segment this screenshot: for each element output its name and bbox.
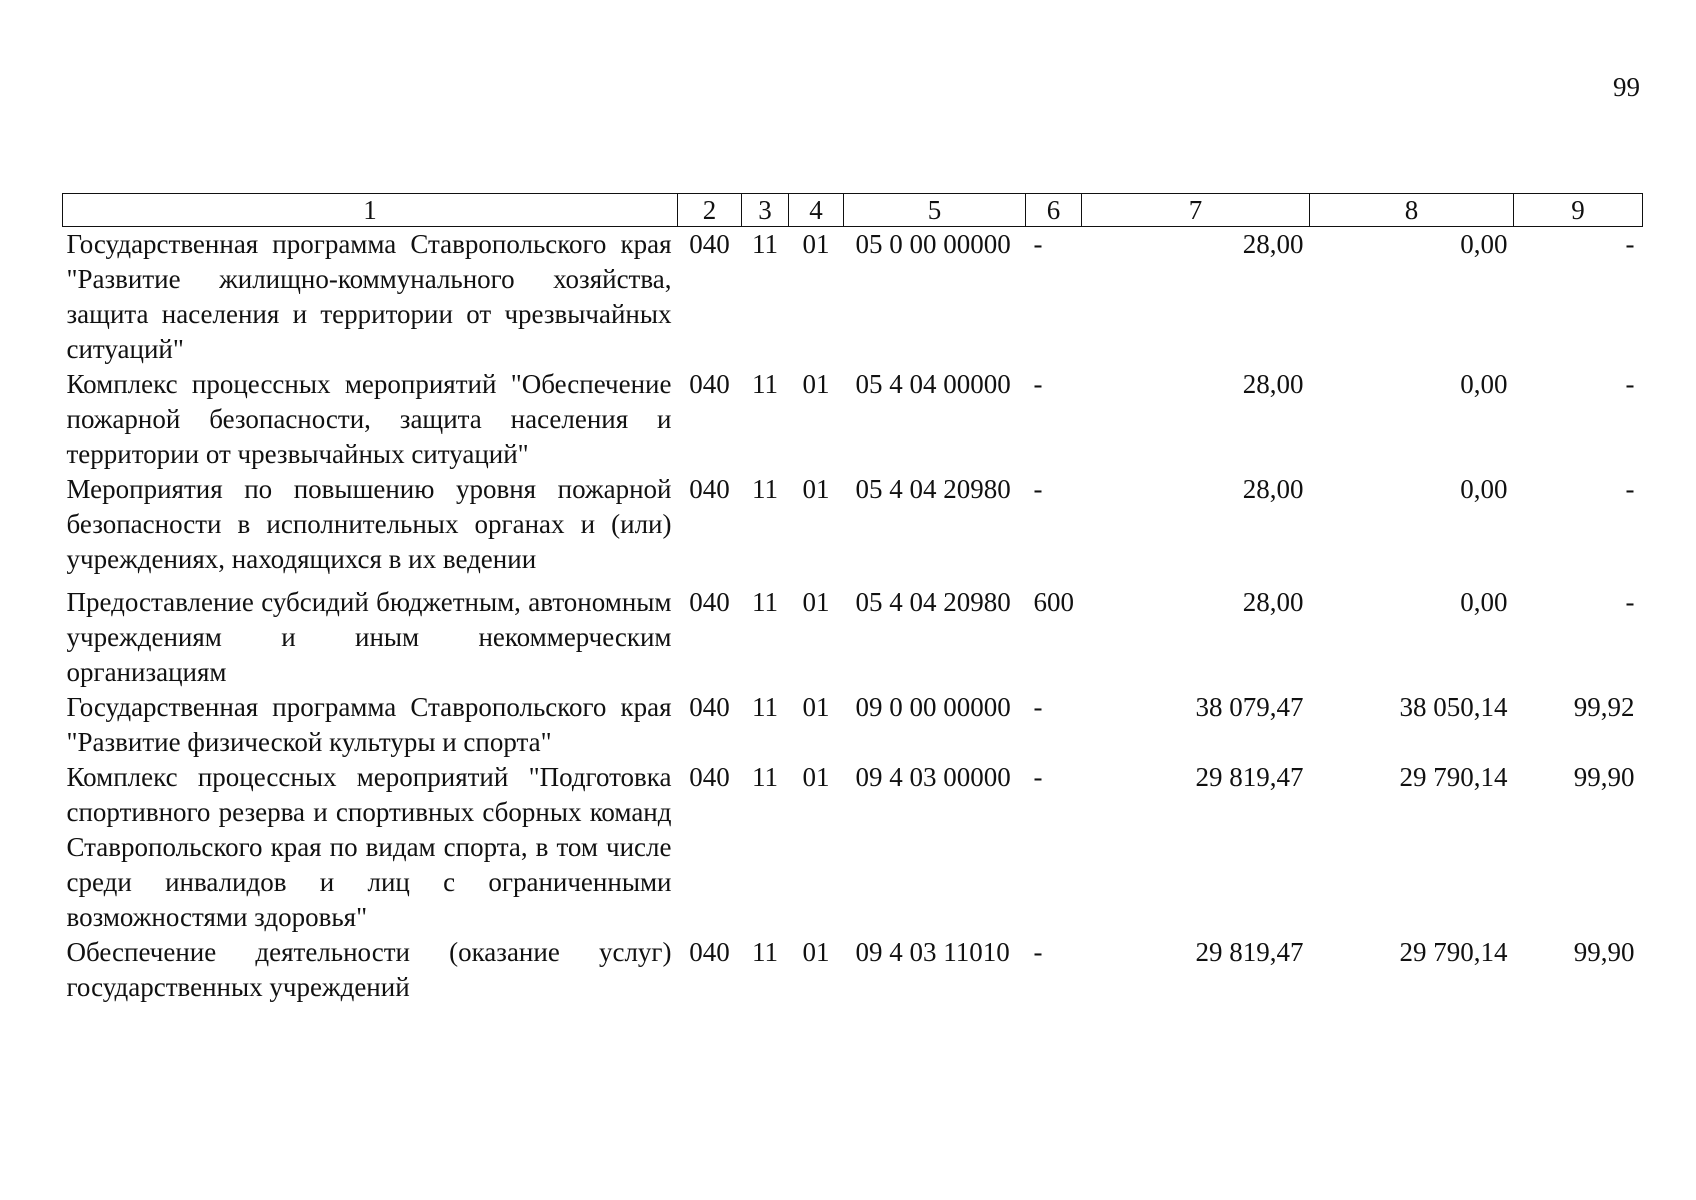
cell-ministry-code: 040 [689, 692, 730, 722]
cell-section: 11 [752, 474, 778, 504]
cell-planned: 28,00 [1242, 369, 1304, 399]
cell-section: 11 [752, 369, 778, 399]
column-header: 7 [1082, 194, 1310, 227]
cell-expense-type: - [1033, 474, 1043, 504]
cell-subsection: 01 [802, 474, 830, 504]
cell-subsection: 01 [802, 229, 830, 259]
cell-planned: 29 819,47 [1195, 762, 1304, 792]
cell-ministry-code: 040 [689, 474, 730, 504]
budget-table [62, 193, 1643, 1005]
column-header: 3 [742, 194, 789, 227]
cell-subsection: 01 [802, 762, 830, 792]
cell-planned: 28,00 [1242, 229, 1304, 259]
cell-percent: 99,90 [1573, 937, 1635, 967]
cell-target-article: 05 0 00 00000 [855, 229, 1011, 259]
cell-ministry-code: 040 [689, 587, 730, 617]
cell-subsection: 01 [802, 937, 830, 967]
cell-percent: 99,92 [1573, 692, 1635, 722]
cell-expense-type: - [1033, 762, 1043, 792]
cell-target-article: 09 0 00 00000 [855, 692, 1011, 722]
row-name: Предоставление субсидий бюджетным, автономным учреждениям и иным некоммерческим организациям [66, 587, 672, 687]
cell-subsection: 01 [802, 369, 830, 399]
table-row [63, 472, 1643, 577]
table-row [63, 577, 1643, 690]
cell-executed: 0,00 [1460, 229, 1508, 259]
cell-section: 11 [752, 762, 778, 792]
table-row [63, 367, 1643, 472]
cell-ministry-code: 040 [689, 229, 730, 259]
cell-percent: - [1625, 229, 1635, 259]
column-header: 6 [1026, 194, 1082, 227]
table-row [63, 760, 1643, 935]
column-header: 1 [63, 194, 678, 227]
cell-planned: 38 079,47 [1195, 692, 1304, 722]
cell-target-article: 09 4 03 11010 [855, 937, 1010, 967]
column-header: 5 [844, 194, 1026, 227]
cell-target-article: 05 4 04 00000 [855, 369, 1011, 399]
cell-executed: 29 790,14 [1399, 762, 1508, 792]
cell-expense-type: - [1033, 937, 1043, 967]
cell-section: 11 [752, 229, 778, 259]
cell-executed: 0,00 [1460, 474, 1508, 504]
cell-percent: - [1625, 587, 1635, 617]
cell-percent: 99,90 [1573, 762, 1635, 792]
table-row [63, 690, 1643, 760]
row-name: Обеспечение деятельности (оказание услуг) государственных учреждений [66, 937, 672, 1002]
cell-subsection: 01 [802, 692, 830, 722]
page-number: 99 [1613, 72, 1640, 102]
row-name: Государственная программа Ставропольского края "Развитие жилищно-коммунального хозяйства, защита населения и территории от чрезвычайных ситуаций" [66, 229, 672, 364]
row-name: Комплекс процессных мероприятий "Обеспечение пожарной безопасности, защита населения и территории от чрезвычайных ситуаций" [66, 369, 672, 469]
cell-percent: - [1625, 369, 1635, 399]
cell-expense-type: - [1033, 229, 1043, 259]
row-name: Комплекс процессных мероприятий "Подготовка спортивного резерва и спортивных сборных команд Ставропольского края по видам спорта, в том числе среди инвалидов и лиц с ограниченными возможностями здоровья" [66, 762, 672, 932]
cell-executed: 0,00 [1460, 587, 1508, 617]
cell-ministry-code: 040 [689, 937, 730, 967]
cell-expense-type: - [1033, 369, 1043, 399]
cell-percent: - [1625, 474, 1635, 504]
cell-executed: 29 790,14 [1399, 937, 1508, 967]
cell-ministry-code: 040 [689, 762, 730, 792]
cell-section: 11 [752, 587, 778, 617]
cell-target-article: 05 4 04 20980 [855, 587, 1011, 617]
row-name: Мероприятия по повышению уровня пожарной безопасности в исполнительных органах и (или) учреждениях, находящихся в их ведении [66, 474, 672, 574]
table-header-row [63, 194, 1643, 227]
cell-section: 11 [752, 692, 778, 722]
cell-expense-type: - [1033, 692, 1043, 722]
cell-ministry-code: 040 [689, 369, 730, 399]
cell-planned: 28,00 [1242, 587, 1304, 617]
column-header: 4 [789, 194, 844, 227]
cell-executed: 38 050,14 [1399, 692, 1508, 722]
cell-planned: 28,00 [1242, 474, 1304, 504]
table-row [63, 935, 1643, 1005]
cell-section: 11 [752, 937, 778, 967]
column-header: 9 [1514, 194, 1643, 227]
row-name: Государственная программа Ставропольского края "Развитие физической культуры и спорта" [66, 692, 672, 757]
column-header: 2 [678, 194, 742, 227]
cell-executed: 0,00 [1460, 369, 1508, 399]
cell-expense-type: 600 [1033, 587, 1074, 617]
table-row [63, 227, 1643, 368]
column-header: 8 [1310, 194, 1514, 227]
cell-target-article: 05 4 04 20980 [855, 474, 1011, 504]
cell-target-article: 09 4 03 00000 [855, 762, 1011, 792]
cell-subsection: 01 [802, 587, 830, 617]
cell-planned: 29 819,47 [1195, 937, 1304, 967]
